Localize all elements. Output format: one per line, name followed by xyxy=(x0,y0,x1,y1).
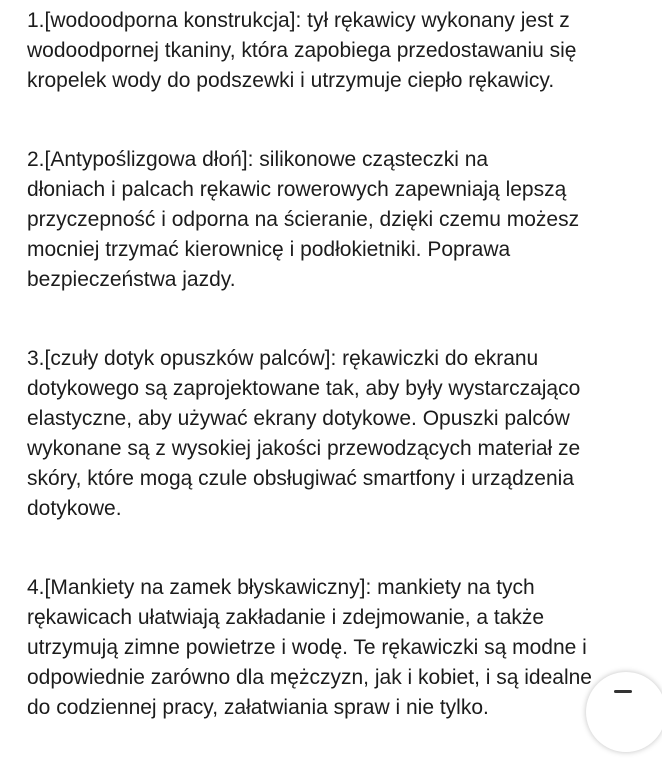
paragraph-line: do codziennej pracy, załatwiania spraw i nie tylko. xyxy=(27,696,489,719)
paragraph-line: odpowiednie zarówno dla mężczyzn, jak i kobiet, i są idealne xyxy=(27,666,592,689)
description-paragraph-antislip xyxy=(27,145,655,295)
description-paragraph-zipper-cuffs xyxy=(27,573,655,723)
paragraph-line: kropelek wody do podszewki i utrzymuje ciepło rękawicy. xyxy=(27,69,555,92)
paragraph-line: 1.[wodoodporna konstrukcja]: tył rękawicy wykonany jest z xyxy=(27,9,570,32)
paragraph-line: skóry, które mogą czule obsługiwać smartfony i urządzenia xyxy=(27,467,575,490)
paragraph-line: dłoniach i palcach rękawic rowerowych zapewniają lepszą xyxy=(27,178,567,201)
paragraph-line: przyczepność i odporna na ścieranie, dzięki czemu możesz xyxy=(27,208,580,231)
paragraph-line: dotykowe. xyxy=(27,497,122,520)
description-paragraph-touchscreen xyxy=(27,344,655,524)
description-paragraph-waterproof xyxy=(27,6,655,96)
paragraph-line: 2.[Antypoślizgowa dłoń]: silikonowe cząsteczki na xyxy=(27,148,489,171)
paragraph-line: rękawicach ułatwiają zakładanie i zdejmowanie, a także xyxy=(27,606,545,629)
menu-icon xyxy=(614,690,632,693)
product-description xyxy=(27,6,655,772)
paragraph-line: wykonane są z wysokiej jakości przewodzących materiał ze xyxy=(27,437,581,460)
paragraph-line: 4.[Mankiety na zamek błyskawiczny]: mankiety na tych xyxy=(27,576,535,599)
floating-menu-button[interactable] xyxy=(586,672,662,752)
paragraph-line: dotykowego są zaprojektowane tak, aby były wystarczająco xyxy=(27,377,581,400)
paragraph-line: mocniej trzymać kierownicę i podłokietniki. Poprawa xyxy=(27,238,511,261)
paragraph-line: bezpieczeństwa jazdy. xyxy=(27,268,236,291)
paragraph-line: 3.[czuły dotyk opuszków palców]: rękawiczki do ekranu xyxy=(27,347,539,370)
paragraph-line: elastyczne, aby używać ekrany dotykowe. Opuszki palców xyxy=(27,407,570,430)
paragraph-line: utrzymują zimne powietrze i wodę. Te rękawiczki są modne i xyxy=(27,636,587,659)
paragraph-line: wodoodpornej tkaniny, która zapobiega przedostawaniu się xyxy=(27,39,577,62)
